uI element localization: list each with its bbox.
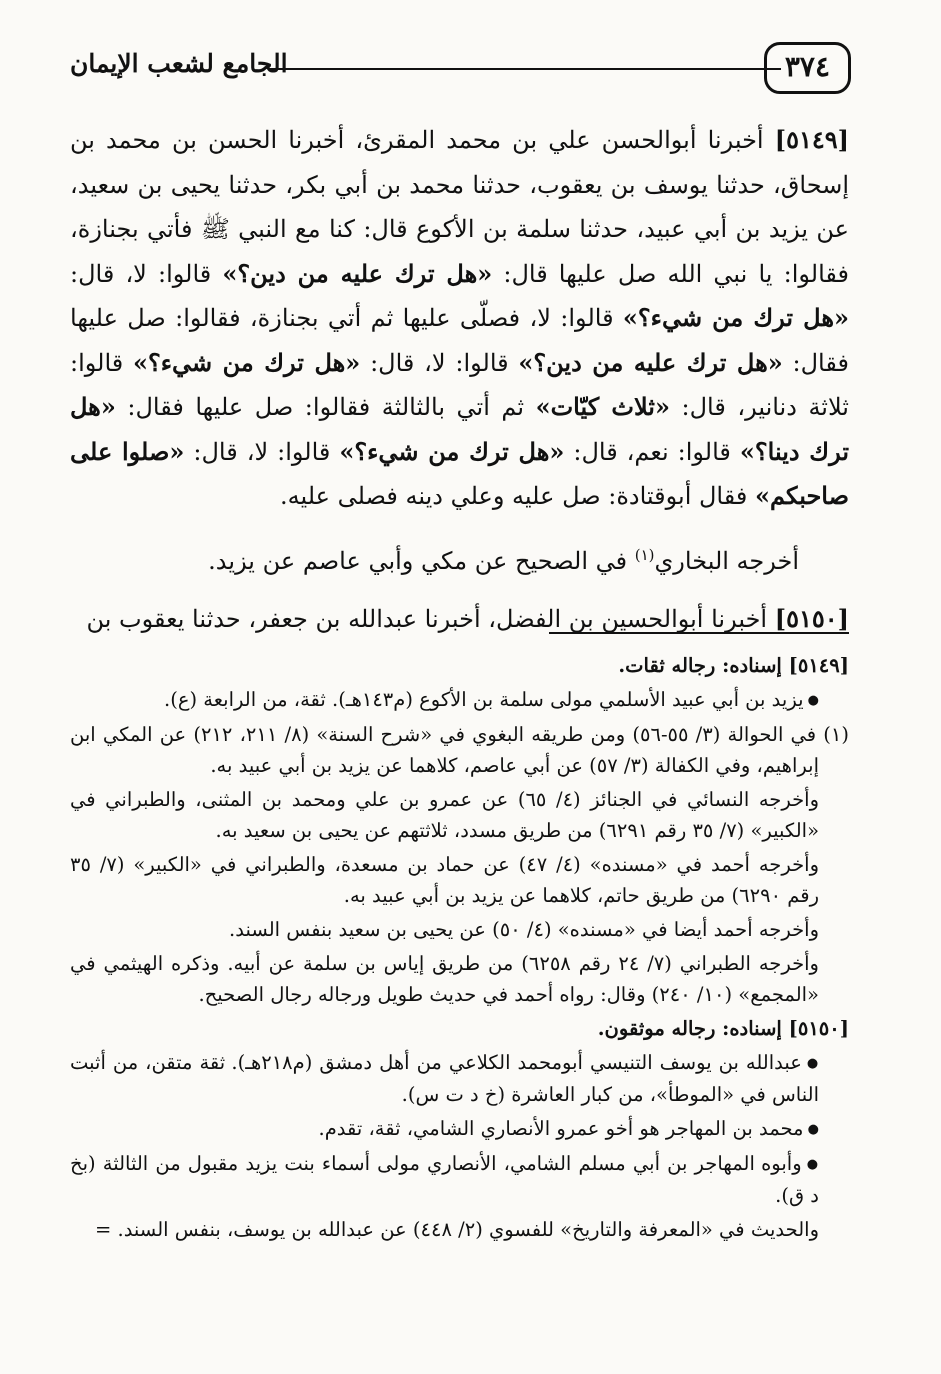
hadith-number: [٥١٤٩]: [774, 125, 849, 154]
hadith-text: قالوا: لا، قال:: [70, 259, 223, 288]
hadith-text: قالوا: لا، فصلّى عليها ثم أتي بجنازة، فقالوا: صل عليها فقال:: [70, 304, 849, 377]
narrator-note: ● وأبوه المهاجر بن أبي مسلم الشامي، الأنصاري مولى أسماء بنت يزيد مقبول من الثالثة (بخ د ق).: [70, 1148, 849, 1211]
running-title: الجامع لشعب الإيمان: [70, 49, 288, 78]
quote: «هل ترك من شيء؟»: [133, 347, 361, 377]
takhrij-text: أخرجه البخاري: [654, 546, 799, 575]
takhrij-text: في الصحيح عن مكي وأبي عاصم عن يزيد.: [208, 546, 635, 575]
hadith-text: قالوا: نعم، قال:: [564, 437, 740, 466]
note-text: إسناده: رجاله موثقون.: [597, 1017, 789, 1040]
footnote-divider: [549, 632, 849, 634]
hadith-5149: [70, 118, 849, 519]
hadith-text: ثم أتي بالثالثة فقالوا: صل عليها فقال:: [115, 393, 536, 421]
quote: «هل ترك من شيء؟»: [622, 303, 849, 332]
header-rule: [270, 68, 781, 70]
page-header: [70, 40, 851, 100]
hadith-text: أخبرنا أبوالحسن علي بن محمد المقرئ، أخبرنا الحسن بن محمد بن إسحاق، حدثنا يوسف بن يعقوب، حدثنا محمد بن أبي بكر، حدثنا يحيى بن سعيد، عن يزيد بن أبي عبيد، حدثنا سلمة بن الأكوع قال: كنا مع النبي ﷺ فأتي بجنازة، فقالوا: يا نبي الله صل عليها قال:: [70, 126, 849, 288]
footnotes: [70, 650, 849, 1248]
hadith-text: قالوا: ثلاثة دنانير، قال:: [70, 348, 849, 421]
hadith-number: [٥١٥٠]: [774, 604, 849, 633]
note-text: إسناده: رجاله ثقات.: [618, 654, 789, 677]
takhrij-line: [70, 533, 849, 584]
note-5149: [70, 650, 849, 681]
quote: «صلوا على صاحبكم»: [70, 436, 849, 510]
quote: «هل ترك دينا؟»: [70, 392, 850, 466]
narrator-note: ● محمد بن المهاجر هو أخو عمرو الأنصاري الشامي، ثقة، تقدم.: [70, 1113, 849, 1145]
quote: «هل ترك عليه من دين؟»: [222, 258, 493, 288]
main-text: [70, 118, 849, 642]
hadith-text: أخبرنا أبوالحسين بن الفضل، أخبرنا عبدالله بن جعفر، حدثنا يعقوب بن: [86, 605, 775, 633]
narrator-note: ● عبدالله بن يوسف التنيسي أبومحمد الكلاعي من أهل دمشق (م٢١٨هـ). ثقة متقن، من أثبت الناس في «الموطأ»، من كبار العاشرة (خ د ت س).: [70, 1047, 849, 1110]
hadith-text: قالوا: لا، قال:: [360, 348, 519, 377]
page-number: ٣٧٤: [764, 42, 851, 94]
footnote-1: (١) في الحوالة (٣/ ٥٥-٥٦) ومن طريقه البغوي في «شرح السنة» (٨/ ٢١١، ٢١٢) عن المكي ابن إبراهيم، وفي الكفالة (٣/ ٥٧) عن أبي عاصم، كلاهما عن يزيد بن أبي عبيد به.: [70, 723, 849, 777]
note-fasawi: والحديث في «المعرفة والتاريخ» للفسوي (٢/ ٤٤٨) عن عبدالله بن يوسف، بنفس السند. =: [94, 1218, 819, 1241]
note-5150: [70, 1013, 849, 1044]
note-number: [٥١٤٩]: [788, 654, 849, 677]
hadith-text: قالوا: لا، قال:: [184, 437, 340, 466]
quote: «هل ترك من شيء؟»: [339, 436, 565, 466]
quote: «ثلاث كيّات»: [535, 392, 670, 421]
note-nasai: وأخرجه النسائي في الجنائز (٤/ ٦٥) عن عمرو بن علي ومحمد بن المثنى، والطبراني في «الكبير» (٧/ ٣٥ رقم ٦٢٩١) من طريق مسدد، ثلاثتهم عن يحيى بن سعيد به.: [70, 788, 819, 842]
note-ahmad: وأخرجه أحمد في «مسنده» (٤/ ٤٧) عن حماد بن مسعدة، والطبراني في «الكبير» (٧/ ٣٥ رقم ٦٢٩٠) من طريق حاتم، كلاهما عن يزيد بن أبي عبيد به.: [70, 853, 819, 907]
note-number: [٥١٥٠]: [788, 1017, 849, 1040]
hadith-5150: [70, 597, 849, 642]
footnote-ref: (١): [634, 545, 655, 564]
narrator-note: ● يزيد بن أبي عبيد الأسلمي مولى سلمة بن الأكوع (م١٤٣هـ). ثقة، من الرابعة (ع).: [70, 684, 849, 716]
note-tabarani: وأخرجه الطبراني (٧/ ٢٤ رقم ٦٢٥٨) من طريق إياس بن سلمة عن أبيه. وذكره الهيثمي في «المجمع» (١٠/ ٢٤٠) وقال: رواه أحمد في حديث طويل ورجاله رجال الصحيح.: [70, 952, 819, 1006]
quote: «هل ترك عليه من دين؟»: [518, 347, 783, 377]
hadith-text: فقال أبوقتادة: صل عليه وعلي دينه فصلى عليه.: [279, 482, 755, 510]
note-ahmad-2: وأخرجه أحمد أيضا في «مسنده» (٤/ ٥٠) عن يحيى بن سعيد بنفس السند.: [229, 918, 819, 941]
